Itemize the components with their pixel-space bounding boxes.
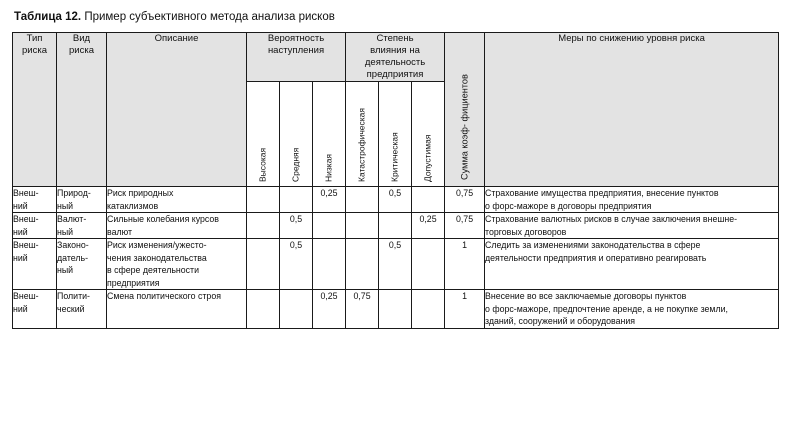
header-probability — [247, 33, 346, 82]
cell-risk-type-line2: ний — [13, 200, 28, 211]
header-risk-type — [13, 33, 57, 187]
cell-description-line1: Смена политического строя — [107, 291, 221, 301]
cell-risk-kind — [57, 239, 107, 290]
cell-measures — [485, 213, 779, 239]
header-sum-line1: Сумма коэф- — [459, 124, 470, 180]
cell-impact-critical: 0,5 — [379, 187, 412, 213]
cell-impact-critical — [379, 290, 412, 329]
cell-description — [107, 213, 247, 239]
cell-prob-medium: 0,5 — [280, 239, 313, 290]
header-prob-low — [313, 82, 346, 187]
cell-measures-line2: торговых договоров — [485, 226, 567, 237]
cell-risk-kind-line2: ческий — [57, 303, 85, 314]
cell-description — [107, 290, 247, 329]
risk-analysis-table — [12, 32, 779, 329]
table-caption — [14, 10, 778, 24]
cell-risk-kind-line1: Законо- — [57, 240, 89, 250]
cell-risk-type — [13, 187, 57, 213]
cell-measures-line2: о форс-мажоре, предпочтение аренде, а не покупке земли, — [485, 303, 728, 314]
header-description: Описание — [107, 33, 247, 187]
header-impact-critical-text: Критическая — [389, 132, 400, 182]
cell-description-line1: Риск природных — [107, 188, 174, 198]
cell-risk-type-line1: Внеш- — [13, 188, 39, 198]
cell-measures — [485, 239, 779, 290]
cell-prob-high — [247, 290, 280, 329]
cell-risk-kind-line1: Валют- — [57, 214, 87, 224]
header-risk-kind-line2: риска — [69, 45, 94, 56]
cell-risk-kind — [57, 290, 107, 329]
cell-prob-medium — [280, 290, 313, 329]
cell-description-line3: в сфере деятельности — [107, 265, 200, 275]
cell-risk-type — [13, 239, 57, 290]
header-prob-medium-text: Средняя — [290, 147, 301, 182]
header-impact-line4: предприятия — [366, 69, 424, 80]
header-impact-catastrophic-text: Катастрофическая — [356, 108, 367, 182]
cell-sum: 0,75 — [445, 213, 485, 239]
cell-prob-low: 0,25 — [313, 187, 346, 213]
caption-text: Пример субъективного метода анализа рисков — [81, 11, 335, 23]
caption-label: Таблица 12. — [14, 11, 82, 23]
header-row-group — [13, 33, 779, 82]
cell-measures — [485, 290, 779, 329]
header-probability-line2: наступления — [267, 45, 325, 56]
cell-sum: 1 — [445, 239, 485, 290]
cell-description-line2: валют — [107, 226, 133, 237]
cell-description-line2: катаклизмов — [107, 200, 159, 211]
cell-impact-acceptable — [412, 290, 445, 329]
cell-impact-acceptable — [412, 239, 445, 290]
header-impact-catastrophic — [346, 82, 379, 187]
cell-description-line4: предприятия — [107, 277, 160, 288]
cell-prob-high — [247, 239, 280, 290]
cell-measures — [485, 187, 779, 213]
header-risk-type-line2: риска — [22, 45, 47, 56]
header-prob-medium — [280, 82, 313, 187]
cell-sum: 0,75 — [445, 187, 485, 213]
cell-impact-catastrophic — [346, 239, 379, 290]
cell-description-line1: Сильные колебания курсов — [107, 214, 219, 224]
header-impact-acceptable-text: Допустимая — [422, 134, 433, 182]
cell-risk-kind-line1: Полити- — [57, 291, 90, 301]
cell-risk-kind-line2: датель- — [57, 252, 89, 263]
cell-impact-critical — [379, 213, 412, 239]
cell-prob-low — [313, 213, 346, 239]
cell-risk-type-line1: Внеш- — [13, 214, 39, 224]
cell-description-line1: Риск изменения/ужесто- — [107, 240, 207, 250]
table-row — [13, 213, 779, 239]
cell-measures-line3: зданий, сооружений и оборудования — [485, 316, 636, 326]
header-sum-line2: фициентов — [459, 74, 470, 122]
cell-risk-type-line2: ний — [13, 252, 28, 263]
cell-risk-kind-line3: ный — [57, 265, 74, 275]
header-sum-text — [459, 74, 470, 180]
header-impact-critical — [379, 82, 412, 187]
header-impact-line3: деятельность — [364, 57, 426, 68]
header-prob-high-text: Высокая — [257, 147, 268, 182]
table-row — [13, 239, 779, 290]
table-head — [13, 33, 779, 187]
cell-impact-catastrophic — [346, 187, 379, 213]
cell-measures-line1: Внесение во все заключаемые договоры пунктов — [485, 291, 687, 301]
cell-prob-high — [247, 187, 280, 213]
cell-risk-kind-line2: ный — [57, 226, 74, 237]
header-measures: Меры по снижению уровня риска — [485, 33, 779, 187]
cell-prob-high — [247, 213, 280, 239]
cell-description-line2: чения законодательства — [107, 252, 207, 263]
header-prob-low-text: Низкая — [323, 153, 334, 182]
cell-prob-medium — [280, 187, 313, 213]
cell-description — [107, 239, 247, 290]
header-risk-kind — [57, 33, 107, 187]
cell-risk-kind — [57, 187, 107, 213]
cell-impact-critical: 0,5 — [379, 239, 412, 290]
header-impact-line2: влияния на — [370, 45, 420, 56]
cell-risk-type-line1: Внеш- — [13, 291, 39, 301]
cell-sum: 1 — [445, 290, 485, 329]
cell-risk-kind-line1: Природ- — [57, 188, 91, 198]
header-impact-degree — [346, 33, 445, 82]
cell-measures-line1: Следить за изменениями законодательства в сфере — [485, 240, 701, 250]
header-impact-acceptable — [412, 82, 445, 187]
header-sum-of-coefficients — [445, 33, 485, 187]
header-probability-line1: Вероятность — [267, 33, 325, 44]
cell-prob-medium: 0,5 — [280, 213, 313, 239]
header-impact-line1: Степень — [376, 33, 414, 44]
cell-risk-type-line2: ний — [13, 226, 28, 237]
cell-measures-line2: о форс-мажоре в договоры предприятия — [485, 200, 652, 211]
header-risk-kind-line1: Вид — [72, 33, 91, 44]
cell-risk-kind-line2: ный — [57, 200, 74, 211]
cell-risk-type — [13, 290, 57, 329]
cell-measures-line1: Страхование валютных рисков в случае заключения внешне- — [485, 214, 738, 224]
cell-risk-kind — [57, 213, 107, 239]
table-row — [13, 290, 779, 329]
cell-risk-type — [13, 213, 57, 239]
cell-description — [107, 187, 247, 213]
table-body — [13, 187, 779, 329]
header-risk-type-line1: Тип — [26, 33, 43, 44]
cell-measures-line2: деятельности предприятия и оперативно реагировать — [485, 252, 707, 263]
cell-prob-low — [313, 239, 346, 290]
cell-impact-catastrophic: 0,75 — [346, 290, 379, 329]
table-row — [13, 187, 779, 213]
cell-impact-acceptable: 0,25 — [412, 213, 445, 239]
header-prob-high — [247, 82, 280, 187]
cell-measures-line1: Страхование имущества предприятия, внесение пунктов — [485, 188, 719, 198]
cell-prob-low: 0,25 — [313, 290, 346, 329]
cell-risk-type-line1: Внеш- — [13, 240, 39, 250]
cell-impact-catastrophic — [346, 213, 379, 239]
cell-risk-type-line2: ний — [13, 303, 28, 314]
cell-impact-acceptable — [412, 187, 445, 213]
